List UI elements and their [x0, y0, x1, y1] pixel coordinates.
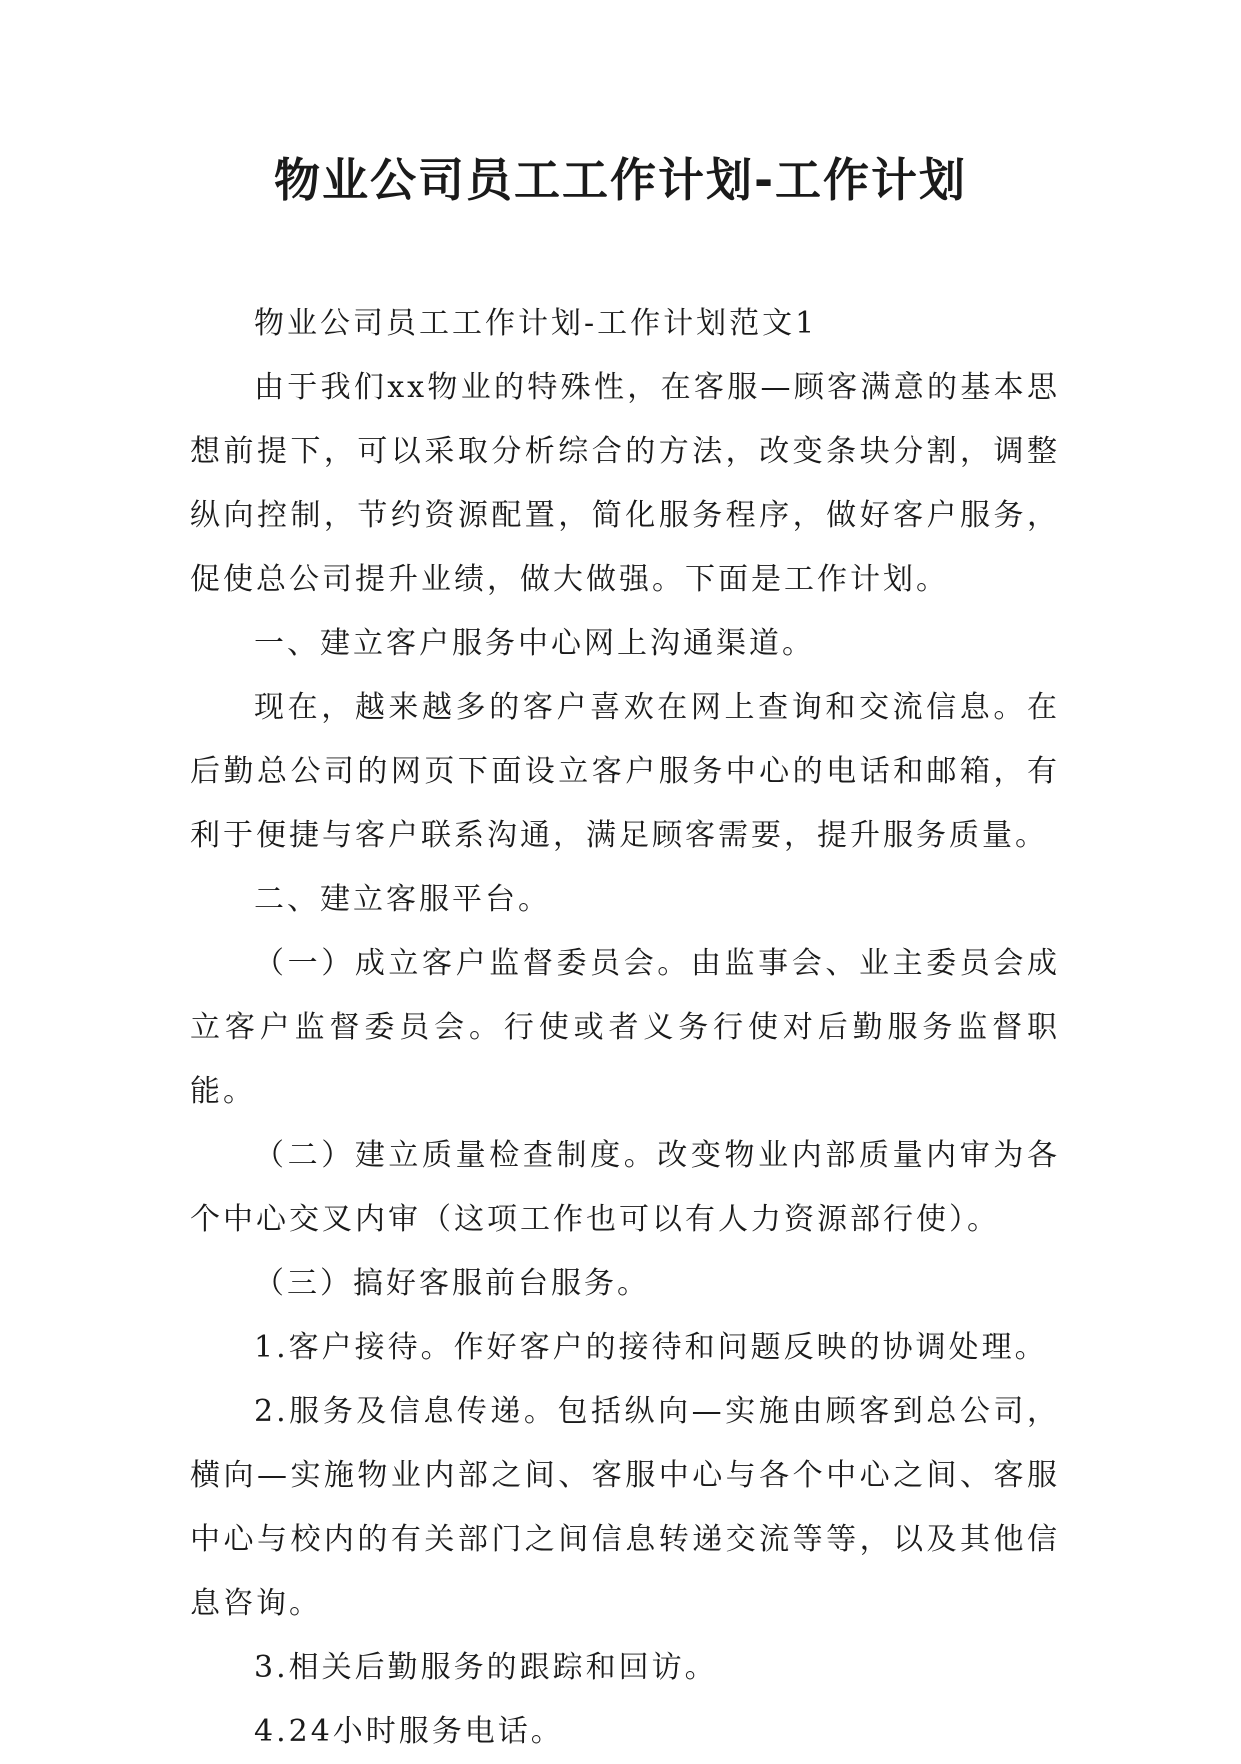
- section-heading-1: 一、建立客户服务中心网上沟通渠道。: [254, 626, 815, 661]
- paragraph-item-a: （一）成立客户监督委员会。由监事会、业主委员会成立客户监督委员会。行使或者义务行使对后勤服务监督职能。: [190, 946, 1060, 1109]
- list-item-4: 4.24小时服务电话。: [254, 1714, 564, 1749]
- list-item-3: 3.相关后勤服务的跟踪和回访。: [254, 1650, 718, 1685]
- list-item-1: 1.客户接待。作好客户的接待和问题反映的协调处理。: [254, 1330, 1048, 1365]
- paragraph-subtitle: 物业公司员工工作计划-工作计划范文1: [254, 306, 818, 341]
- document-title: 物业公司员工工作计划-工作计划: [273, 153, 968, 207]
- section-heading-2: 二、建立客服平台。: [254, 882, 551, 917]
- paragraph-intro: 由于我们xx物业的特殊性，在客服—顾客满意的基本思想前提下，可以采取分析综合的方法，改变条块分割，调整纵向控制，节约资源配置，简化服务程序，做好客户服务，促使总公司提升业绩，做大做强。下面是工作计划。: [190, 370, 1060, 597]
- paragraph-item-c: （三）搞好客服前台服务。: [254, 1266, 650, 1301]
- paragraph-section-1: 现在，越来越多的客户喜欢在网上查询和交流信息。在后勤总公司的网页下面设立客户服务中心的电话和邮箱，有利于便捷与客户联系沟通，满足顾客需要，提升服务质量。: [190, 690, 1060, 853]
- list-item-2: 2.服务及信息传递。包括纵向—实施由顾客到总公司，横向—实施物业内部之间、客服中心与各个中心之间、客服中心与校内的有关部门之间信息转递交流等等，以及其他信息咨询。: [190, 1394, 1060, 1621]
- document-body: [190, 292, 1060, 1764]
- paragraph-item-b: （二）建立质量检查制度。改变物业内部质量内审为各个中心交叉内审（这项工作也可以有人力资源部行使）。: [190, 1138, 1060, 1237]
